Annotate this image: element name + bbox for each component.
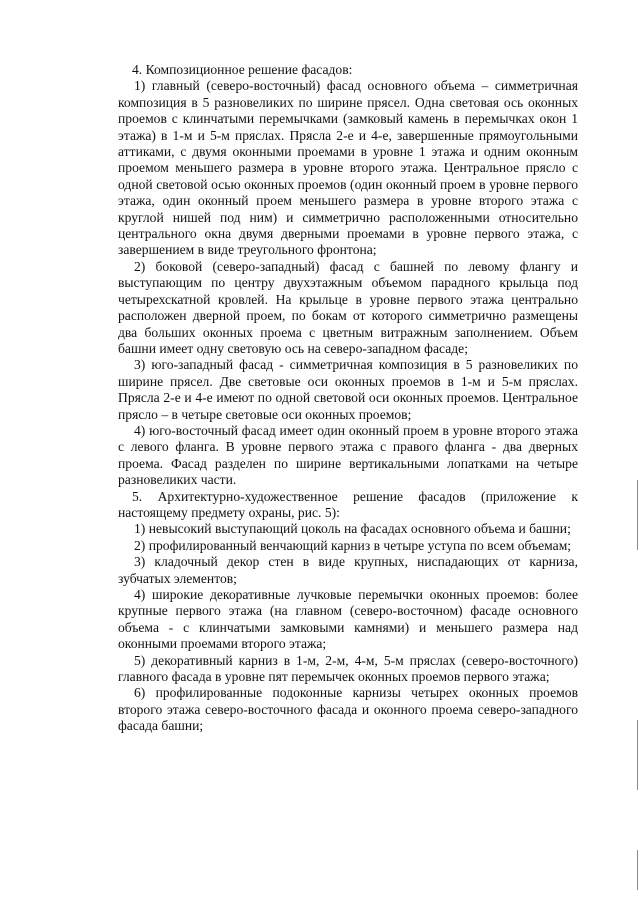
paragraph-5-5: 5) декоративный карниз в 1-м, 2-м, 4-м, 5-м пряслах (северо-восточного) главного фасада в уровне пят перемычек оконных проемов первого этажа; — [118, 652, 578, 685]
document-body — [118, 62, 578, 735]
section-5-heading: 5. Архитектурно-художественное решение фасадов (приложение к настоящему предмету охраны, рис. 5): — [118, 488, 578, 520]
paragraph-4-3: 3) юго-западный фасад - симметричная композиция в 5 разновеликих по ширине прясел. Две световые оси оконных проемов в 1-м и 5-м пряслах. Прясла 2-е и 4-е имеют по одной световой оси оконных проемов. Центральное прясло – в четыре световые оси оконных проемов; — [118, 357, 578, 422]
scan-edge-mark — [637, 720, 638, 790]
scan-edge-mark — [637, 480, 638, 550]
scan-edge-mark — [637, 850, 638, 890]
paragraph-4-2: 2) боковой (северо-западный) фасад с башней по левому флангу и выступающим по центру двухэтажным объемом парадного крыльца под четырехскатной кровлей. На крыльце в уровне первого этажа центрально расположен дверной проем, по бокам от которого симметрично размещены два больших оконных проема с цветным витражным заполнением. Объем башни имеет одну световую ось на северо-западном фасаде; — [118, 258, 578, 356]
paragraph-5-4: 4) широкие декоративные лучковые перемычки оконных проемов: более крупные первого этажа (на главном (северо-восточном) фасаде основного объема - с клинчатыми замковыми камнями) и меньшего размера над оконными проемами второго этажа; — [118, 587, 578, 652]
paragraph-5-2: 2) профилированный венчающий карниз в четыре уступа по всем объемам; — [134, 537, 572, 553]
paragraph-5-3: 3) кладочный декор стен в виде крупных, ниспадающих от карниза, зубчатых элементов; — [118, 554, 578, 586]
paragraph-5-6: 6) профилированные подоконные карнизы четырех оконных проемов второго этажа северо-восточного фасада и оконного проема северо-западного фасада башни; — [118, 685, 578, 734]
section-4-heading: 4. Композиционное решение фасадов: — [132, 62, 353, 77]
paragraph-4-1: 1) главный (северо-восточный) фасад основного объема – симметричная композиция в 5 разновеликих по ширине прясел. Одна световая ось оконных проемов с клинчатыми перемычками (замковый камень в перемычках окон 1 этажа) в 1-м и 5-м пряслах. Прясла 2-е и 4-е, завершенные прямоугольными аттиками, с двумя оконными проемами в уровне 1 этажа и одним оконным проемом меньшего размера в уровне второго этажа. Центральное прясло с одной световой осью оконных проемов (один оконный проем в уровне первого этажа, один оконный проем меньшего размера в уровне второго этажа с круглой нишей под ним) и симметрично расположенными относительно центрального окна двумя дверными проемами в уровне первого этажа, с завершением в виде треугольного фронтона; — [118, 78, 578, 258]
paragraph-4-4: 4) юго-восточный фасад имеет один оконный проем в уровне второго этажа с левого фланга. В уровне первого этажа с правого фланга - два дверных проема. Фасад разделен по ширине вертикальными лопатками на четыре разновеликих части. — [118, 422, 578, 488]
paragraph-5-1: 1) невысокий выступающий цоколь на фасадах основного объема и башни; — [134, 521, 571, 537]
